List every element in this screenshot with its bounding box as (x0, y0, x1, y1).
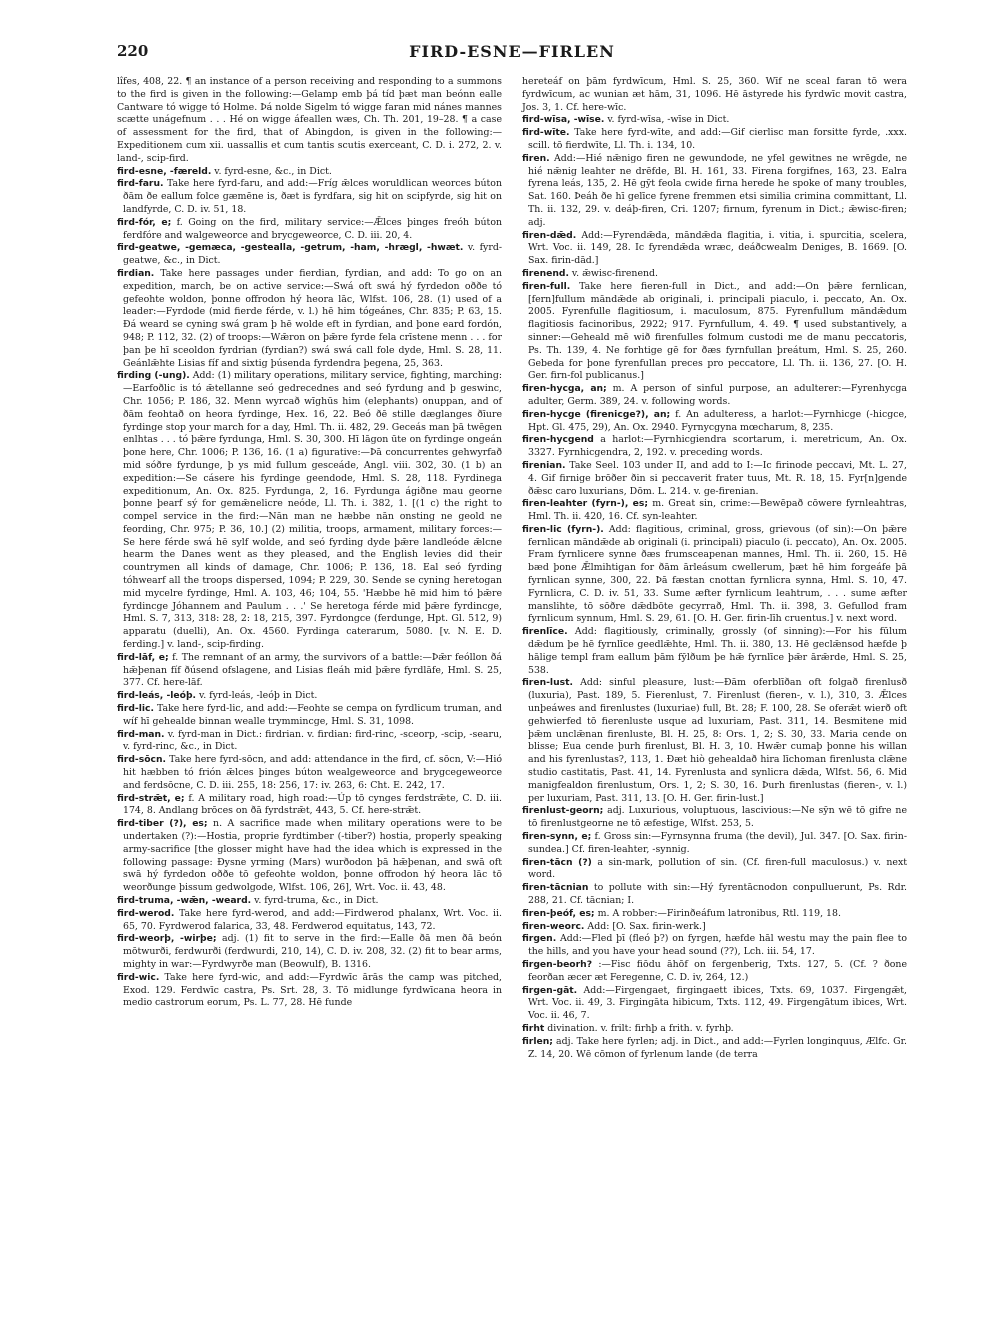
entry-definition: Take here fyrd-wīte, and add:—Gif cierlisc man forsitte fyrde, .xxx. scill. tō fierdwīte, Ll. Th. i. 134, 10. (528, 127, 907, 151)
entry-definition: adj. (1) fit to serve in the fird:—Ealle ðā men ðā beón mōtwurði, ferdwurði (ferdwurdi, 210, 14), C. D. iv. 208, 32. (2) fit to bear arms, mighty in war:—Fyrdwyrðe man (Beowulf), B. 1316. (123, 933, 502, 970)
dictionary-entry (117, 242, 502, 268)
left-column (117, 76, 502, 1010)
dictionary-entry (522, 127, 907, 153)
dictionary-entry (117, 166, 502, 179)
dictionary-entry (117, 729, 502, 755)
entry-definition: adj. Take here fyrlen; adj. in Dict., and add:—Fyrlen longinquus, Ælfc. Gr. Z. 14, 20. Wē cōmon of fyrlenum lande (de terra (528, 1035, 907, 1060)
entry-headword: fird-wīsa, -wīse. (522, 114, 605, 126)
entry-headword: firen-full. (522, 280, 571, 292)
entry-definition: f. An adulteress, a harlot:—Fyrnhicge (-hicgce, Hpt. Gl. 475, 29), An. Ox. 2940. Fyrnycgyna mœcharum, 8, 235. (528, 408, 907, 433)
entry-headword: fird-geatwe, -gemæca, -gestealla, -getrum, -ham, -hrægl, -hwæt. (117, 242, 464, 254)
entry-definition: f. The remnant of an army, the survivors of a battle:—Þǣr feóllon ðá hǣþenan fíf ðúsend ofslagene, and Lisias fleáh mid þǣre fyrdlāfe, Hml. S. 25, 377. Cf. here-lāf. (123, 651, 502, 689)
entry-headword: firen. (522, 152, 550, 164)
entry-headword: fird-wīte. (522, 127, 570, 139)
dictionary-entry (522, 1036, 907, 1062)
entry-definition: m. Great sin, crime:—Bewēpað cōwere fyrnleahtras, Hml. Th. ii. 420, 16. Cf. syn-leahter. (528, 498, 907, 523)
entry-definition: a sin-mark, pollution of sin. (Cf. firen-full maculosus.) v. next word. (528, 856, 907, 881)
dictionary-entry (522, 908, 907, 921)
dictionary-entry (522, 153, 907, 230)
entry-definition: :—Fisc fiōdu āhōf on fergenberig, Txts. 127, 5. (Cf. ? ðone feorðan æcer æt Feregenne, C. D. iv, 264, 12.) (528, 958, 907, 983)
entry-definition: v. fyrd-man in Dict.: firdrian. v. firdian: fird-rinc, -sceorp, -scip, -searu, v. fyrd-rinc, &c., in Dict. (123, 728, 502, 753)
entry-headword: firgen-gāt. (522, 984, 578, 996)
entry-definition: adj. Luxurious, voluptuous, lascivious:—Ne sȳn wē tō gifre ne tō firenlustgeorne ne tō æfestige, Wlfst. 253, 5. (528, 805, 907, 830)
dictionary-entry (522, 230, 907, 268)
entry-definition: v. fyrd-esne, &c., in Dict. (211, 165, 332, 177)
entry-definition: Add:—Fled þī (fleó þ?) on fyrgen, hæfde hāl westu may the pain flee to the hills, and you have your head sound (??), Lch. iii. 54, 17. (528, 933, 907, 958)
entry-definition: Take here fyrd-wic, and add:—Fyrdwīc ārās the camp was pitched, Exod. 129. Ferdwīc castra, Ps. Srt. 28, 3. Tō midlunge fyrdwīcana heora in medio castrorum eorum, Ps. L. 77, 28. Hē funde (123, 971, 502, 1009)
dictionary-entry (522, 460, 907, 498)
entry-headword: fird-tiber (?), es; (117, 818, 208, 830)
dictionary-entry (522, 409, 907, 435)
entry-definition: Take Seel. 103 under II, and add to I:—Ic firinode peccavi, Mt. L. 27, 4. Gif firnige brōðer ðin si peccaverit frater tuus, Mt. R. 18, 15. Fyr[n]gende ðǣsc caro luxurians, Dōm. L. 214. v. ge-firenian. (528, 459, 907, 497)
entry-headword: firenlīce. (522, 626, 568, 638)
entry-headword: firen-hycgend (522, 434, 594, 446)
dictionary-entry (522, 626, 907, 677)
continuation-text: hereteáf on þām fyrdwīcum, Hml. S. 25, 360. Wīf ne sceal faran tō wera fyrdwīcum, ac wunian æt hām, 31, 1096. Hē āstyrede his fyrdwīc movit castra, Jos. 3, 1. Cf. here-wīc. (522, 76, 907, 113)
entry-headword: firding (-ung). (117, 370, 190, 382)
entry-definition: v. ǣwisc-firenend. (568, 267, 659, 279)
entry-headword: fird-leás, -leóþ. (117, 690, 197, 702)
entry-definition: v. fyrd-truma, &c., in Dict. (251, 895, 379, 906)
entry-definition: Add:—Firgengaet, firgingaett ibices, Txts. 69, 1037. Firgengǣt, Wrt. Voc. ii. 49, 3. Firgingāta hibicum, Txts. 112, 49. Firgengātum ibices, Wrt. Voc. ii. 46, 7. (528, 984, 907, 1022)
page-number: 220 (117, 42, 149, 60)
dictionary-entry (117, 178, 502, 216)
dictionary-entry (522, 434, 907, 460)
entry-definition: f. A military road, high road:—Úp tō cynges ferdstrǣte, C. D. iii. 174, 8. Andlang brōces on ðā fyrdstrǣt, 443, 5. Cf. here-strǣt. (123, 792, 502, 817)
entry-headword: firen-tācnian (522, 882, 589, 894)
entry-headword: firenend. (522, 267, 569, 279)
dictionary-entry (117, 895, 502, 908)
dictionary-entry (522, 882, 907, 908)
dictionary-entry (117, 793, 502, 819)
entry-headword: firdian. (117, 267, 155, 279)
entry-headword: fird-faru. (117, 178, 164, 190)
entry-headword: firen-þeóf, es; (522, 907, 595, 919)
entry-definition: to pollute with sin:—Hý fyrentācnodon conpulluerunt, Ps. Rdr. 288, 21. Cf. tācnian; I. (528, 882, 907, 906)
entry-headword: fird-wic. (117, 971, 160, 983)
right-column (522, 76, 907, 1061)
entry-headword: firen-lust. (522, 677, 573, 689)
dictionary-entry (522, 498, 907, 524)
dictionary-entry (117, 754, 502, 792)
entry-definition: Take here fieren-full in Dict., and add:—On þǣre fernlican, [fern]fullum māndǣde ab originali, i. principali piaculo, i. peccato, An. Ox. 2005. Fyrenfulle flagitiosum, i. maculosum, 875. Fyrenfullum māndǣdum flagitiosis facinoribus, 2922; 917. Fyrnfullum, 4. 49. ¶ used substantively, a sinner:—Geheald mē wið firenfulles folmum custodi me de manu peccatoris, Ps. Th. 139, 4. Ne forhtige gē for ðæs fyrnfullan þreátum, Hml. S. 25, 260. Gebeda for þone fyrenfullan preces pro peccatore, Ll. Th. ii. 136, 27. [O. H. Ger. firn-fol publicanus.] (528, 280, 907, 382)
entry-headword: fird-man. (117, 728, 165, 740)
entry-headword: firen-leahter (fyrn-), es; (522, 498, 649, 510)
entry-definition: m. A robber:—Firinðeáfum latronibus, Rtl. 119, 18. (594, 907, 841, 919)
entry-headword: firht (522, 1022, 545, 1034)
entry-definition: divination. v. frilt: firhþ a frith. v. fyrhþ. (544, 1022, 734, 1034)
entry-headword: firen-weorc. (522, 920, 585, 932)
entry-headword: firgen. (522, 933, 557, 945)
entry-definition: v. fyrd-geatwe, &c., in Dict. (123, 242, 502, 267)
entry-headword: firen-synn, e; (522, 831, 592, 843)
entry-definition: f. Going on the fird, military service:—Ǣlces þinges freóh búton ferdfóre and walgeweorce and brycgeweorce, C. D. iii. 20, 4. (123, 216, 502, 241)
dictionary-entry (117, 972, 502, 1010)
entry-definition: Take here fyrd-lic, and add:—Feohte se cempa on fyrdlicum truman, and wíf hī gehealde binnan wealle trymmincge, Hml. S. 31, 1098. (123, 703, 502, 727)
entry-headword: fird-sōcn. (117, 754, 166, 766)
entry-headword: fird-werod. (117, 907, 175, 919)
dictionary-entry (522, 857, 907, 883)
entry-definition: Take here passages under fierdian, fyrdian, and add: To go on an expedition, march, be on active service:—Swá oft swá hý fyrdedon oððe tó gefeohte woldon, þonne offrodon hý heora lāc, Wlfst. 106, 28. (1) used of a leader:—Fyrdode (mid fierde férde, v. l.) hē him tógeánes, Chr. 835; P. 63, 15. Ðá weard se cyning swá gram þ hē wolde eft in fyrdian, and þone eard fordón, 948; P. 112, 32. (2) of troops:—Wǣron on þǣre fyrde fela crīstene menn . . . for þan þe hī sceoldon fyrdrian (fyrdian?) swá swá call fole dyde, Hml. S. 28, 11. Geánlǣhte Lisias fíf and sixtig þúsenda fyrdendra þegena, 25, 363. (123, 267, 502, 369)
dictionary-entry (117, 908, 502, 934)
dictionary-entry (522, 959, 907, 985)
entry-definition: Add: flagitious, criminal, gross, grievous (of sin):—On þǣre fernlican māndǣde ab originali (i. principali) piaculo (i. peccato), An. Ox. 2005. Fram fyrnlicere synne ðæs frumsceapenan mannes, Hml. Th. ii. 260, 15. Hē bæd þone Ǣlmihtigan for ðām ārleásum cwellerum, þæt hē him forgeáfe þā fyrnlican synne, 300, 22. Þā fæstan cnottan fyrnlicra synna, Hml. S. 10, 47. Fyrnlicra, C. D. iv. 51, 33. Sume æfter fyrnlicum leahtrum, . . . sume æfter manslihte, tō sōðre dǣdbōte gecyrrað, Hml. Th. ii. 398, 3. Gefullod fram fyrnlicum synnum, Hml. S. 29, 61. [O. H. Ger. firin-līh cruentus.] v. next word. (528, 523, 907, 625)
entry-headword: firen-tācn (?) (522, 856, 592, 868)
entry-headword: fird-truma, -wǣn, -weard. (117, 895, 252, 906)
dictionary-entry (522, 677, 907, 805)
entry-definition: Add: sinful pleasure, lust:—Ðām oferblīðan oft folgað firenlusð (luxuria), Past. 189, 5. Fierenlust, 7. Firenlust (fieren-, v. l.), 310, 3. Ǣlces unþeáwes and firenlustes (luxuriae) full, Bt. 28; F. 100, 28. Se oferǣt wierð oft gehwierfed tō fierenluste usque ad luxuriam, Past. 311, 14. Besmitene mid þǣm unclǣnan firenluste, Bl. H. 25, 8: Ors. 1, 2; S. 30, 33. Maria cende on blisse; Eua cende þurh firenlust, Bl. H. 3, 10. Hwǣr cumaþ þonne his willan and his fyrenlustas?, 113, 1. Ðæt hiò gehealdað hira līchoman firenlustа clǣne studio castitatis, Past. 41, 14. Fyrenlusta and synlicra dǣda, Wlfst. 56, 6. Mid manigfealdon firenlustum, Ors. 1, 2; S. 30, 16. Þurh firenlustas (fieren-, v. l.) per luxuriam, Past. 311, 13. [O. H. Ger. firin-lust.] (528, 677, 907, 804)
dictionary-entry (522, 831, 907, 857)
entry-headword: fird-weorþ, -wirþe; (117, 933, 217, 945)
entry-definition: n. A sacrifice made when military operations were to be undertaken (?):—Hostia, proprie fyrdtimber (-tiber?) hostia, properly speaking army-sacrifice [the glosser might have had the idea which is expressed in the following passage: Ðysne yrming (Mars) wurðodon þā hǣþenan, and swā oft swā hý fyrdedon oððe tō gefeohte woldon, þonne offrodon hý heora lāc tō weorðunge þissum gedwolgode, Wlfst. 106, 26], Wrt. Voc. ii. 43, 48. (123, 818, 502, 894)
entry-headword: fird-strǣt, e; (117, 792, 185, 804)
entry-headword: fird-esne, -færeld. (117, 165, 212, 177)
entry-headword: firenian. (522, 459, 566, 471)
entry-definition: Add: (1) military operations, military service, fighting, marching:—Earfoðlic is tó ǣtellanne seó gedrecednes and seó fyrdung and þ geswinc, Chr. 1056; P. 186, 32. Menn wyrcað wīghūs him (elephants) onuppan, and of ðām feohtað on heora fyrdinge, Hex. 16, 22. Beó ðē stille dæglanges ðīure fyrdinge stop your march for a day, Hml. Th. ii. 482, 29. Geceás man þā twēgen enlhtas . . . tó þǣre fyrdunga, Hml. S. 30, 300. Hī lāgon ūte on fyrdinge ongeán þone here, Chr. 1006; P. 136, 16. (1 a) figurative:—Þā concurrentes gehwyrfað mid sóðre fyrdunge, þ ys mid fullum gesceáde, Angl. viii. 302, 30. (1 b) an expedition:—Se cásere his fyrdinge geendode, Hml. S. 28, 118. Fyrdinega expeditionum, An. Ox. 825. Fyrdunga, 2, 16. Fyrdunga ágiðne mau georne þonne þearf sý for gemǣnelicre neóde, Ll. Th. i. 382, 1. [(1 c) the right to compel service in the fird:—Nān man ne hæbbe nān onsting ne geold ne feording, Chr. 975; P. 36, 10.] (2) militia, troops, armament, military forces:—Se here férde swá hē sylf wolde, and seó fyrding dyde þǣre landleóde ǣlcne hearm the Danes went as they pleased, and the English levies did their countrymen all kinds of damage, Chr. 1006; P. 136, 18. Eal seó fyrding tóhwearf all the troops dispersed, 1094; P. 229, 30. Sende se cyning heretogan mid mycelre fyrdinge, Hml. A. 103, 46; 104, 55. 'Hæbbe hē mid him tó þǣre fyrdincge Jóhannem and Paulum . . .' Se heretoga férde mid þǣre fyrdincge, Hml. S. 7, 313, 318: 28, 2: 18, 215, 397. Fyrdongce (ferdunge, Hpt. Gl. 512, 9) apparatu (duelli), An. Ox. 4560. Fyrdinga caterarum, 5080. [v. N. E. D. ferding.] v. land-, scip-firding. (123, 370, 503, 651)
entry-headword: fird-lic. (117, 703, 154, 715)
entry-headword: firen-hycga, an; (522, 383, 607, 395)
dictionary-entry (522, 268, 907, 281)
dictionary-entry (522, 114, 907, 127)
dictionary-entry (117, 370, 502, 652)
entry-definition: Add:—Hié nǣnigo firen ne gewundode, ne yfel gewitnes ne wrēgde, ne hié nǣnig leahter ne drēfde, Bl. H. 161, 33. Firena forgifnes, 163, 23. Ealra fyrena leás, 135, 2. Hē gȳt feola cwide firna herede he spoke of many troubles, Sat. 160. Þeáh ðe hī gelīce fyrene fremmen etsi similia crimina committant, Ll. Th. ii. 132, 29. v. deáþ-firen, Cri. 1207; firnum, fyrenum in Dict.; ǣwisc-firen; adj. (528, 152, 907, 228)
page-header (117, 42, 907, 66)
dictionary-entry (117, 703, 502, 729)
dictionary-entry (117, 652, 502, 690)
entry-definition: Take here fyrd-faru, and add:—Fríg ǣlces woruldlican weorces búton ðām ðe eallum folce gæmēne is, ðæt is fyrdfara, sig hit on scipfyrde, sig hit on landfyrde, C. D. iv. 51, 18. (123, 178, 502, 215)
entry-definition: Add: [O. Sax. firin-werk.] (584, 920, 706, 932)
dictionary-entry (522, 1023, 907, 1036)
dictionary-entry (522, 933, 907, 959)
entry-definition: Take here fyrd-werod, and add:—Firdwerod phalanx, Wrt. Voc. ii. 65, 70. Fyrdwerod falarica, 33, 48. Ferdwerod equitatus, 143, 72. (123, 907, 502, 932)
entry-headword: firen-lic (fyrn-). (522, 523, 604, 535)
dictionary-entry (117, 690, 502, 703)
dictionary-entry (522, 524, 907, 626)
dictionary-entry (522, 805, 907, 831)
dictionary-entry (117, 268, 502, 370)
dictionary-entry (522, 383, 907, 409)
entry-definition: a harlot:—Fyrnhicgiendra scortarum, i. meretricum, An. Ox. 3327. Fyrnhicgendra, 2, 192. v. preceding words. (528, 434, 907, 459)
entry-definition: Add:—Fyrendǣda, māndǣda flagitia, i. vitia, i. spurcitia, scelera, Wrt. Voc. ii. 149, 28. Ic fyrendǣda wræc, deáðcwealm Deniges, B. 1669. [O. Sax. firin-dād.] (528, 229, 907, 267)
entry-headword: firen-hycge (firenicge?), an; (522, 408, 671, 420)
continuation-text: lîfes, 408, 22. ¶ an instance of a person receiving and responding to a summons to the fird is given in the following:—Gelamp emb þá tíd þæt man beónn ealle Cantware tó wigge tó Holme. Þá nolde Sigelm tó wigge faran mid nánes mannes scætte unágefnum . . . Hé on wigge áfeallen wæs, Ch. Th. 201, 19–28. ¶ a case of assessment for the fird, that of Abingdon, is given in the following:—Expeditionem cum xii. uassallis et cum tantis scutis exerceant, C. D. i. 272, 2. v. land-, scip-fird. (117, 76, 502, 164)
entry-definition: Take here fyrd-sōcn, and add: attendance in the fird, cf. sōcn, V:—Hió hit hæbben tó frión ǣlces þinges búton wealgeweorce and brygcegeweorce and ferdsōcne, C. D. iii. 255, 18: 256, 17: iv. 263, 6: Cht. E. 242, 17. (123, 754, 502, 791)
entry-headword: fird-fór, e; (117, 216, 172, 228)
dictionary-entry (522, 985, 907, 1023)
dictionary-entry (522, 281, 907, 383)
dictionary-entry (522, 921, 907, 934)
dictionary-entry (117, 818, 502, 895)
entry-headword: firen-dǣd. (522, 229, 577, 241)
entry-headword: fird-lāf, e; (117, 651, 169, 663)
entry-headword: firlen; (522, 1035, 553, 1047)
entry-headword: firenlust-georn; (522, 805, 604, 817)
entry-definition: v. fyrd-leás, -leóþ in Dict. (196, 690, 318, 702)
running-head: FIRD-ESNE—FIRLEN (409, 42, 615, 61)
entry-definition: m. A person of sinful purpose, an adulterer:—Fyrenhycga adulter, Germ. 389, 24. v. following words. (528, 383, 907, 407)
entry-headword: firgen-beorh? (522, 958, 593, 970)
dictionary-entry (117, 933, 502, 971)
entry-definition: v. fyrd-wīsa, -wīse in Dict. (604, 114, 730, 126)
dictionary-entry (117, 217, 502, 243)
entry-definition: f. Gross sin:—Fyrnsynna fruma (the devil), Jul. 347. [O. Sax. firin-sundea.] Cf. firen-leahter, -synnig. (528, 831, 907, 855)
entry-definition: Add: flagitiously, criminally, grossly (of sinning):—For his fūlum dǣdum þe hē fyrnlīce geedlǣhte, Hml. Th. ii. 380, 13. Hē geclǣnsod hæfde þ hālige templ fram eallum þām fȳlðum þe hǣ fyrnlīce þǣr ārǣrde, Hml. S. 25, 538. (528, 626, 907, 676)
